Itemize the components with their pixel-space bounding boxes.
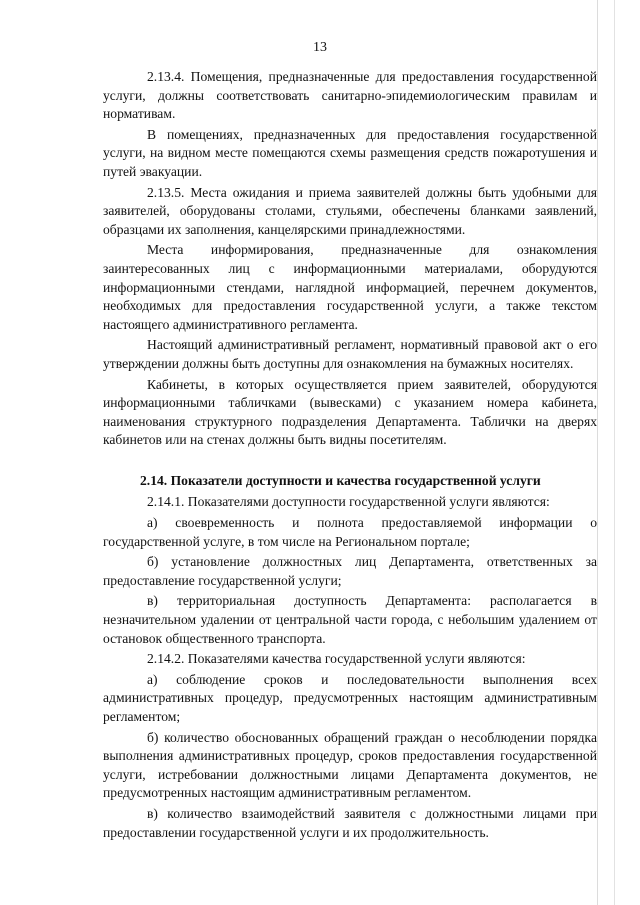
paragraph: в) территориальная доступность Департамента: располагается в незначительном удалении от центральной части города, с небольшим удалением от остановок общественного транспорта. — [103, 593, 597, 646]
paragraph: 2.14.1. Показателями доступности государственной услуги являются: — [147, 494, 550, 510]
paragraph: Кабинеты, в которых осуществляется прием заявителей, оборудуются информационными табличками (вывесками) с указанием номера кабинета, наименования структурного подразделения Департамента. Таблички на дверях кабинетов или на стенах должны быть видны посетителям. — [103, 376, 597, 448]
paragraph: 2.13.4. Помещения, предназначенные для предоставления государственной услуги, должны соответствовать санитарно-эпидемиологическим правилам и нормативам. — [103, 69, 597, 122]
paragraph: а) соблюдение сроков и последовательности выполнения всех административных процедур, предусмотренных настоящим административным регламентом; — [103, 671, 597, 724]
paragraph: а) своевременность и полнота предоставляемой информации о государственной услуге, в том числе на Региональном портале; — [103, 515, 597, 549]
scan-edge-line — [614, 0, 615, 905]
paragraph: 2.14.2. Показателями качества государственной услуги являются: — [147, 651, 526, 667]
paragraph: В помещениях, предназначенных для предоставления государственной услуги, на видном месте помещаются схемы размещения средств пожаротушения и путей эвакуации. — [103, 126, 597, 179]
paragraph: б) количество обоснованных обращений граждан о несоблюдении порядка выполнения административных процедур, сроков предоставления государственной услуги, истребовании должностными лицами Департамента документов, не предусмотренных настоящим административным регламентом. — [103, 729, 597, 801]
page-number: 13 — [313, 40, 327, 55]
paragraph: б) установление должностных лиц Департамента, ответственных за предоставление государственной услуги; — [103, 554, 597, 588]
paragraph: в) количество взаимодействий заявителя с должностными лицами при предоставлении государственной услуги и их продолжительность. — [103, 805, 597, 840]
paragraph: Настоящий административный регламент, нормативный правовой акт о его утверждении должны быть доступны для ознакомления на бумажных носителях. — [103, 337, 597, 371]
paragraph: Места информирования, предназначенные для ознакомления заинтересованных лиц с информационными материалами, оборудуются информационными стендами, наглядной информацией, перечнем документов, необходимых для предоставления государственной услуги, а также текстом настоящего административного регламента. — [103, 242, 597, 332]
paragraph: 2.13.5. Места ожидания и приема заявителей должны быть удобными для заявителей, оборудованы столами, стульями, обеспечены бланками заявлений, образцами их заполнения, канцелярскими принадлежностями. — [103, 184, 597, 237]
scan-edge-line — [597, 0, 598, 905]
section-heading: 2.14. Показатели доступности и качества государственной услуги — [140, 472, 541, 488]
document-body — [103, 68, 597, 842]
